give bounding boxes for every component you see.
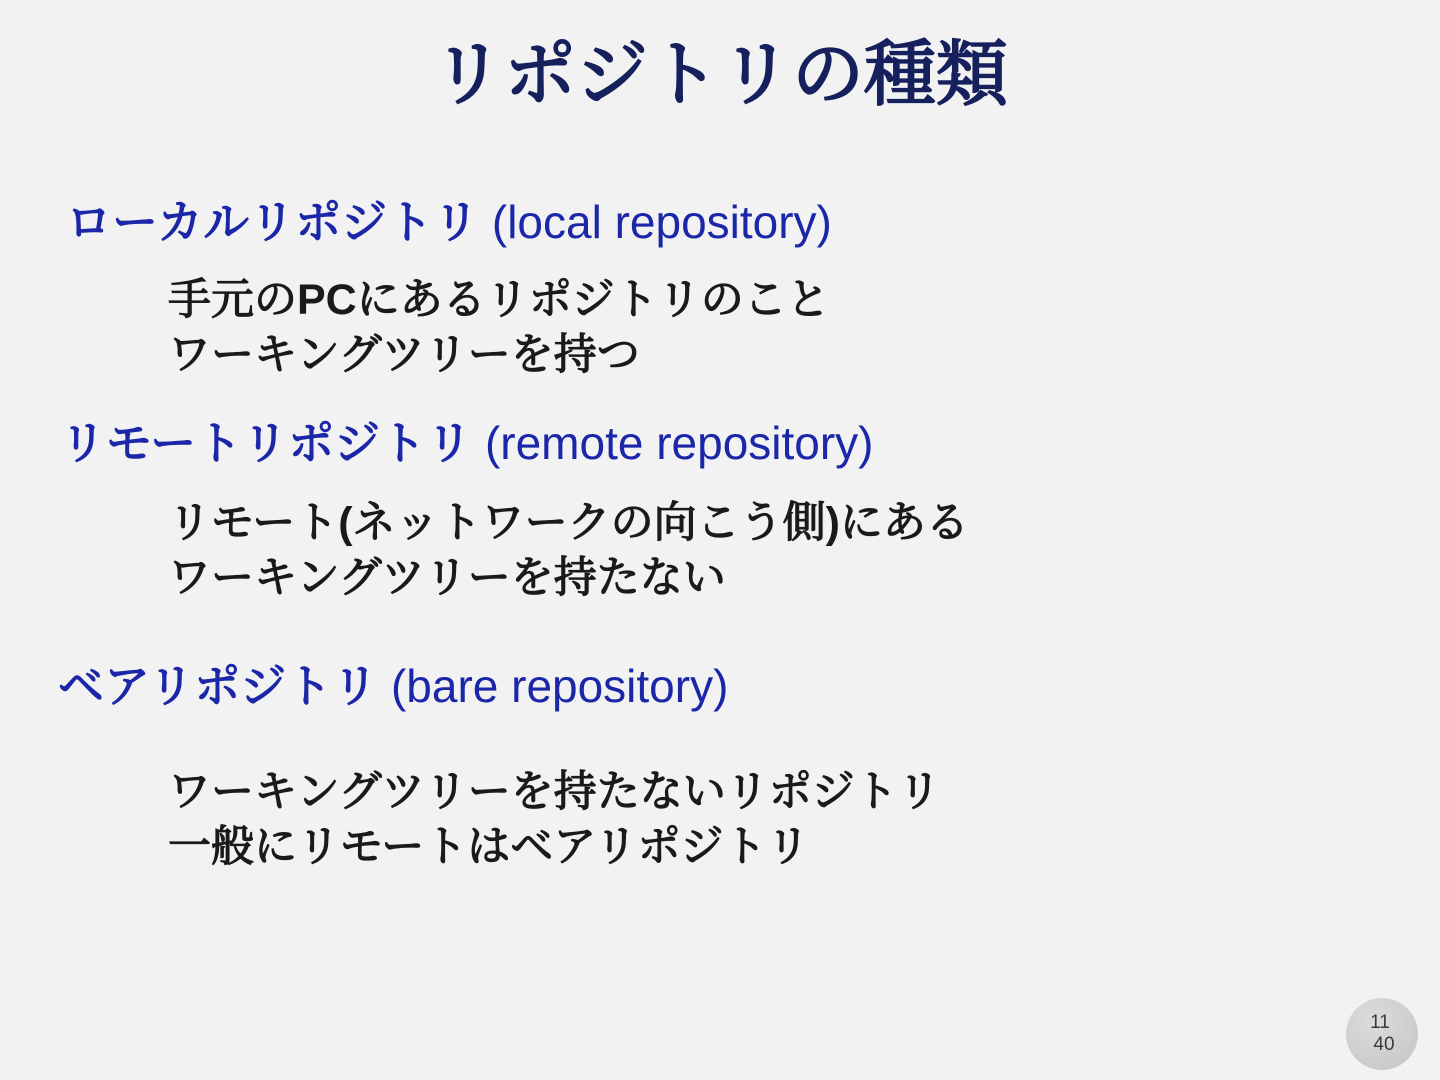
section-local-repository bbox=[0, 196, 1440, 383]
detail-line: 手元のPCにあるリポジトリのこと bbox=[168, 275, 830, 324]
detail-line: ワーキングツリーを持たないリポジトリ bbox=[168, 767, 941, 816]
page-number-badge bbox=[1346, 998, 1418, 1070]
section-heading-remote-ja: リモートリポジトリ bbox=[60, 416, 485, 469]
section-heading-bare-en: (bare repository) bbox=[390, 659, 729, 712]
section-detail-bare bbox=[0, 713, 1440, 875]
section-detail-remote bbox=[0, 470, 1440, 606]
section-heading-remote-en: (remote repository) bbox=[484, 416, 874, 469]
section-heading-local bbox=[0, 196, 1440, 249]
section-heading-remote bbox=[0, 417, 1440, 470]
section-detail-local bbox=[0, 249, 1440, 383]
detail-line: 一般にリモートはベアリポジトリ bbox=[168, 822, 810, 871]
section-heading-bare-ja: ベアリポジトリ bbox=[58, 659, 391, 712]
section-heading-local-ja: ローカルリポジトリ bbox=[66, 196, 492, 248]
section-bare-repository bbox=[0, 660, 1440, 875]
detail-line: ワーキングツリーを持つ bbox=[168, 330, 640, 379]
detail-line: リモート(ネットワークの向こう側)にある bbox=[168, 498, 969, 547]
page-number-total: 40 bbox=[1373, 1034, 1395, 1055]
section-remote-repository bbox=[0, 417, 1440, 606]
section-heading-bare bbox=[0, 660, 1440, 713]
page-title: リポジトリの種類 bbox=[431, 35, 1008, 115]
detail-line: ワーキングツリーを持たない bbox=[168, 553, 726, 602]
section-heading-local-en: (local repository) bbox=[491, 196, 832, 248]
slide-body bbox=[0, 196, 1440, 875]
page-number-current: 11 bbox=[1370, 1012, 1390, 1034]
